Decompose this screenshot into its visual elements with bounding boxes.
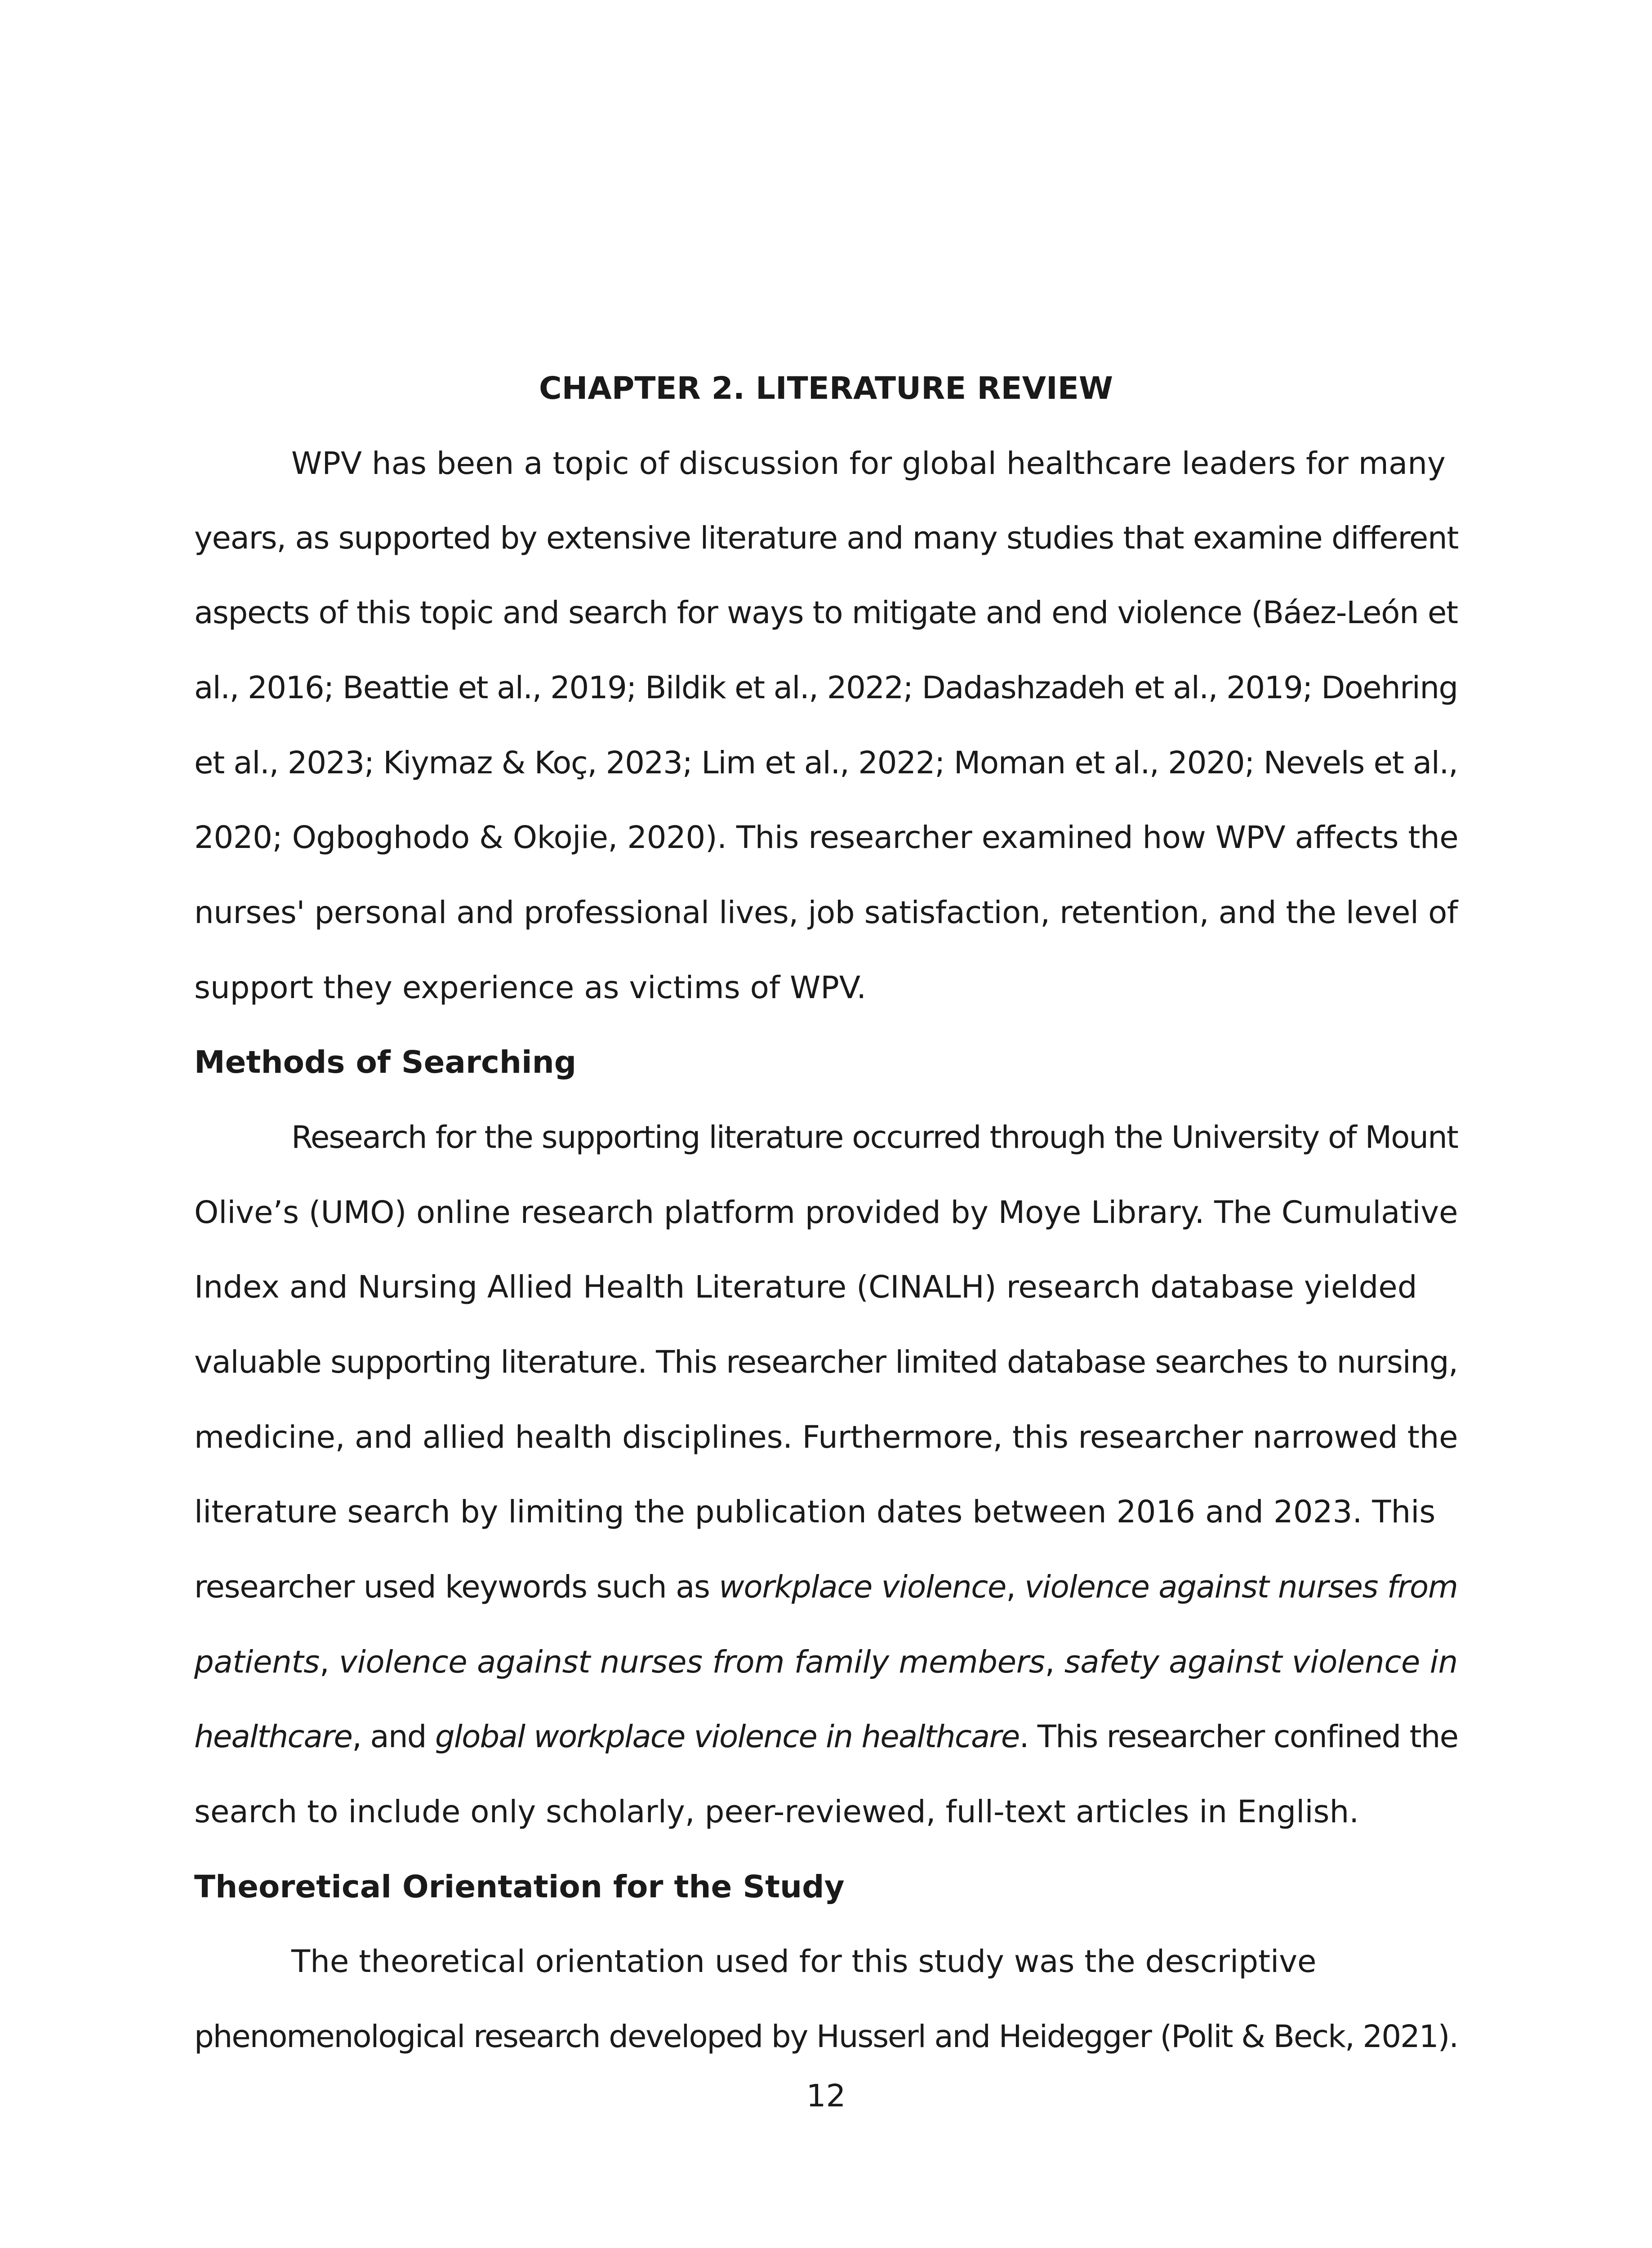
- text-span: researcher used keywords such as: [194, 1569, 719, 1605]
- keyword: workplace violence: [719, 1569, 1006, 1605]
- methods-line: valuable supporting literature. This researcher limited database searches to nursing,: [194, 1344, 1458, 1380]
- methods-line: medicine, and allied health disciplines. Furthermore, this researcher narrowed the: [194, 1419, 1458, 1455]
- intro-line: aspects of this topic and search for ways to mitigate and end violence (Báez-León et: [194, 595, 1458, 631]
- intro-line: 2020; Ogboghodo & Okojie, 2020). This researcher examined how WPV affects the: [194, 820, 1459, 856]
- methods-line: Research for the supporting literature occurred through the University of Mount: [291, 1120, 1458, 1155]
- text-span: ,: [319, 1644, 339, 1680]
- keyword: global workplace violence in healthcare: [435, 1719, 1020, 1755]
- intro-line: nurses' personal and professional lives, job satisfaction, retention, and the level of: [194, 895, 1458, 931]
- methods-keywords-line: [194, 1644, 1458, 1680]
- keyword: patients: [194, 1644, 320, 1680]
- keyword: safety against violence in: [1064, 1644, 1458, 1680]
- text-span: , and: [352, 1719, 435, 1755]
- intro-line: et al., 2023; Kiymaz & Koç, 2023; Lim et al., 2022; Moman et al., 2020; Nevels et al.,: [194, 745, 1458, 781]
- text-span: ,: [1006, 1569, 1025, 1605]
- methods-line: literature search by limiting the publication dates between 2016 and 2023. This: [194, 1494, 1436, 1530]
- methods-keywords-line: [194, 1569, 1458, 1605]
- intro-line: years, as supported by extensive literature and many studies that examine different: [194, 520, 1459, 556]
- page-number: 12: [806, 2078, 846, 2114]
- methods-line: Index and Nursing Allied Health Literature (CINALH) research database yielded: [194, 1269, 1417, 1305]
- methods-line: Olive’s (UMO) online research platform provided by Moye Library. The Cumulative: [194, 1195, 1458, 1231]
- keyword: violence against nurses from family members: [339, 1644, 1045, 1680]
- text-span: ,: [1045, 1644, 1064, 1680]
- keyword: violence against nurses from: [1024, 1569, 1458, 1605]
- text-span: . This researcher confined the: [1019, 1719, 1458, 1755]
- section-heading-theory: Theoretical Orientation for the Study: [194, 1869, 845, 1905]
- section-heading-methods: Methods of Searching: [194, 1044, 577, 1080]
- intro-line: al., 2016; Beattie et al., 2019; Bildik et al., 2022; Dadashzadeh et al., 2019; Doehring: [194, 670, 1458, 706]
- theory-line: phenomenological research developed by Husserl and Heidegger (Polit & Beck, 2021).: [194, 2019, 1458, 2055]
- chapter-title: CHAPTER 2. LITERATURE REVIEW: [539, 370, 1113, 406]
- methods-keywords-line: [194, 1719, 1458, 1755]
- keyword: healthcare: [194, 1719, 352, 1755]
- intro-line: support they experience as victims of WPV.: [194, 970, 867, 1006]
- theory-line: The theoretical orientation used for this study was the descriptive: [291, 1944, 1317, 1980]
- intro-line: WPV has been a topic of discussion for global healthcare leaders for many: [291, 446, 1446, 482]
- methods-line: search to include only scholarly, peer-reviewed, full-text articles in English.: [194, 1794, 1359, 1830]
